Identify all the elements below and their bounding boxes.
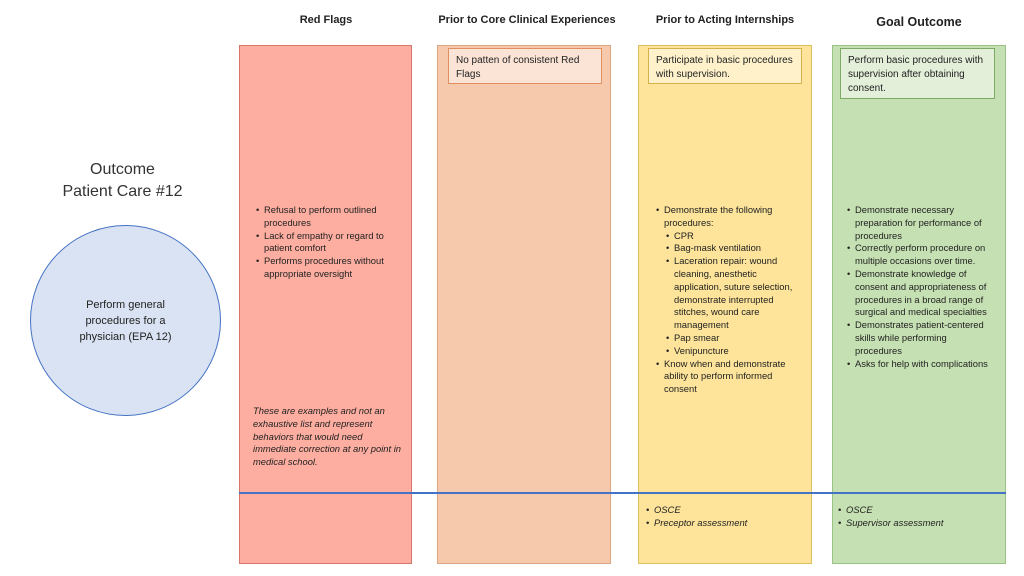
red-flags-note: These are examples and not an exhaustive list and represent behaviors that would need immediate correction at any point in medical school. [253, 405, 401, 468]
header-red-flags: Red Flags [299, 14, 353, 26]
list-item: • Demonstrate knowledge of consent and appropriateness of procedures in a broad range of surgical and medical specialties [845, 268, 995, 319]
summary-box-goal: Perform basic procedures with supervision after obtaining consent. [840, 48, 995, 99]
outcome-line-2: Patient Care #12 [62, 183, 183, 200]
column-red-flags [239, 45, 412, 564]
header-goal-outcome: Goal Outcome [876, 15, 962, 29]
list-item: • Correctly perform procedure on multiple occasions over time. [845, 242, 995, 268]
acting-sub-list [664, 230, 804, 358]
column-core-clinical [437, 45, 611, 564]
header-core-clinical: Prior to Core Clinical Experiences [438, 14, 616, 26]
summary-box-core: No patten of consistent Red Flags [448, 48, 602, 84]
list-item: • Venipuncture [664, 345, 804, 358]
outcome-line-1: Outcome [90, 161, 155, 178]
goal-assessments [836, 504, 996, 530]
list-item: • Bag-mask ventilation [664, 242, 804, 255]
list-item: • Demonstrate necessary preparation for performance of procedures [845, 204, 995, 242]
list-item: • Supervisor assessment [836, 517, 996, 530]
list-item: • Preceptor assessment [644, 517, 804, 530]
summary-box-acting: Participate in basic procedures with supervision. [648, 48, 802, 84]
acting-list [654, 204, 804, 396]
list-item: • Lack of empathy or regard to patient comfort [254, 230, 404, 256]
red-flags-list [254, 204, 404, 281]
list-item: • Know when and demonstrate ability to perform informed consent [654, 358, 804, 396]
list-item: • Laceration repair: wound cleaning, anesthetic application, suture selection, demonstrate interrupted stitches, wound care management [664, 255, 804, 332]
list-item [654, 204, 804, 358]
list-item: • OSCE [836, 504, 996, 517]
acting-intro: Demonstrate the following procedures: [664, 204, 773, 228]
list-item: • Performs procedures without appropriate oversight [254, 255, 404, 281]
goal-list [845, 204, 995, 370]
list-item: • Refusal to perform outlined procedures [254, 204, 404, 230]
epa-circle-text: Perform general procedures for a physician (EPA 12) [79, 298, 172, 343]
acting-assessments [644, 504, 804, 530]
outcome-title [40, 159, 205, 203]
list-item: • CPR [664, 230, 804, 243]
header-acting-internships: Prior to Acting Internships [655, 14, 795, 26]
list-item: • OSCE [644, 504, 804, 517]
assessment-divider [239, 492, 1006, 494]
epa-circle [30, 225, 221, 416]
list-item: • Pap smear [664, 332, 804, 345]
list-item: • Asks for help with complications [845, 358, 995, 371]
list-item: • Demonstrates patient-centered skills while performing procedures [845, 319, 995, 357]
